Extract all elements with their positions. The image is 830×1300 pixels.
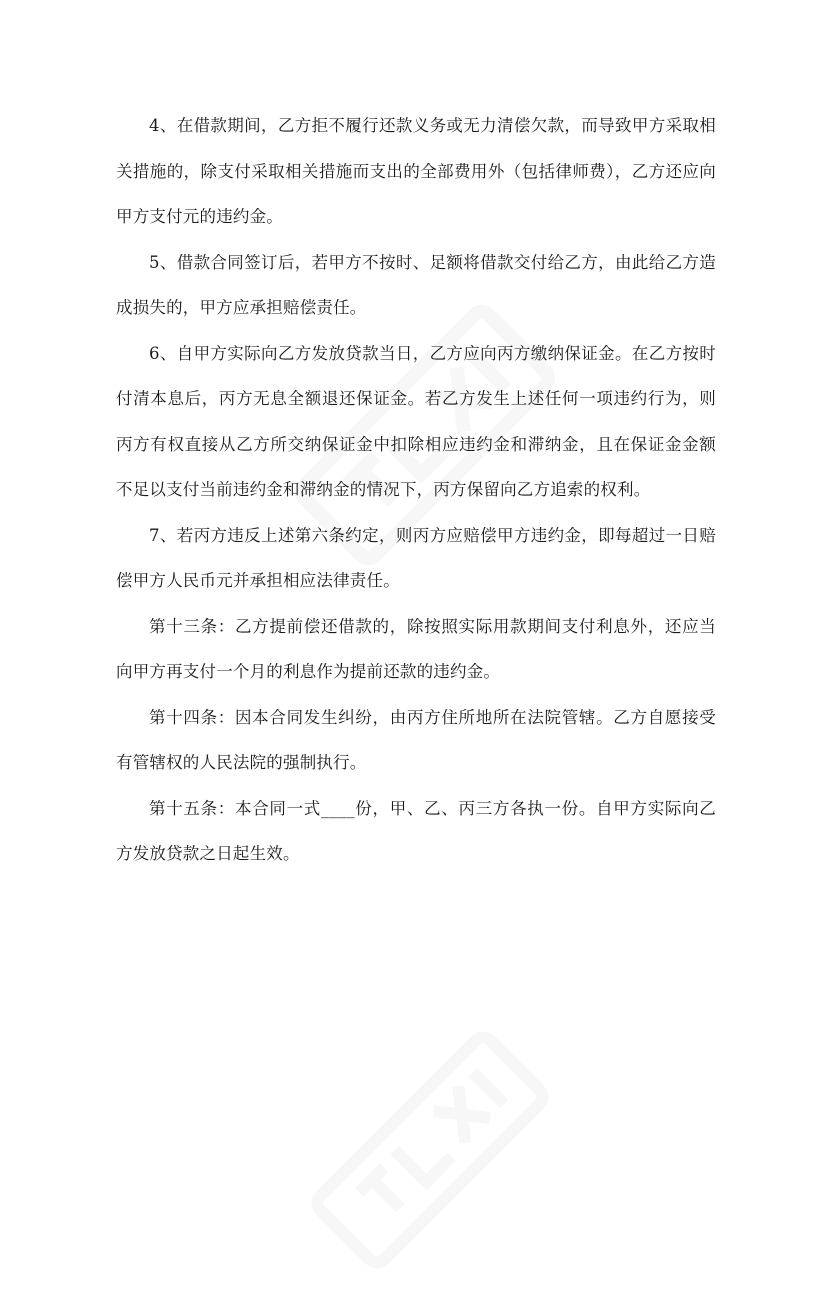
paragraph-clause-6: 6、自甲方实际向乙方发放贷款当日，乙方应向丙方缴纳保证金。在乙方按时付清本息后，丙方无息全额退还保证金。若乙方发生上述任何一项违约行为，则丙方有权直接从乙方所交纳保证金中扣除相应违约金和滞纳金，且在保证金金额不足以支付当前违约金和滞纳金的情况下，丙方保留向乙方追索的权利。 bbox=[116, 343, 716, 499]
paragraph-article-15: 第十五条：本合同一式____份，甲、乙、丙三方各执一份。自甲方实际向乙方发放贷款之日起生效。 bbox=[116, 798, 716, 863]
paragraph-article-13: 第十三条：乙方提前偿还借款的，除按照实际用款期间支付利息外，还应当向甲方再支付一个月的利息作为提前还款的违约金。 bbox=[116, 616, 716, 681]
paragraph-article-14: 第十四条：因本合同发生纠纷，由丙方住所地所在法院管辖。乙方自愿接受有管辖权的人民法院的强制执行。 bbox=[116, 707, 716, 772]
watermark-logo-bottom bbox=[280, 1000, 580, 1300]
paragraph-clause-7: 7、若丙方违反上述第六条约定，则丙方应赔偿甲方违约金，即每超过一日赔偿甲方人民币元并承担相应法律责任。 bbox=[116, 525, 716, 590]
paragraph-clause-5: 5、借款合同签订后，若甲方不按时、足额将借款交付给乙方，由此给乙方造成损失的，甲方应承担赔偿责任。 bbox=[116, 252, 716, 317]
document-body bbox=[116, 103, 716, 877]
paragraph-clause-4: 4、在借款期间，乙方拒不履行还款义务或无力清偿欠款，而导致甲方采取相关措施的，除支付采取相关措施而支出的全部费用外（包括律师费），乙方还应向甲方支付元的违约金。 bbox=[116, 116, 716, 226]
